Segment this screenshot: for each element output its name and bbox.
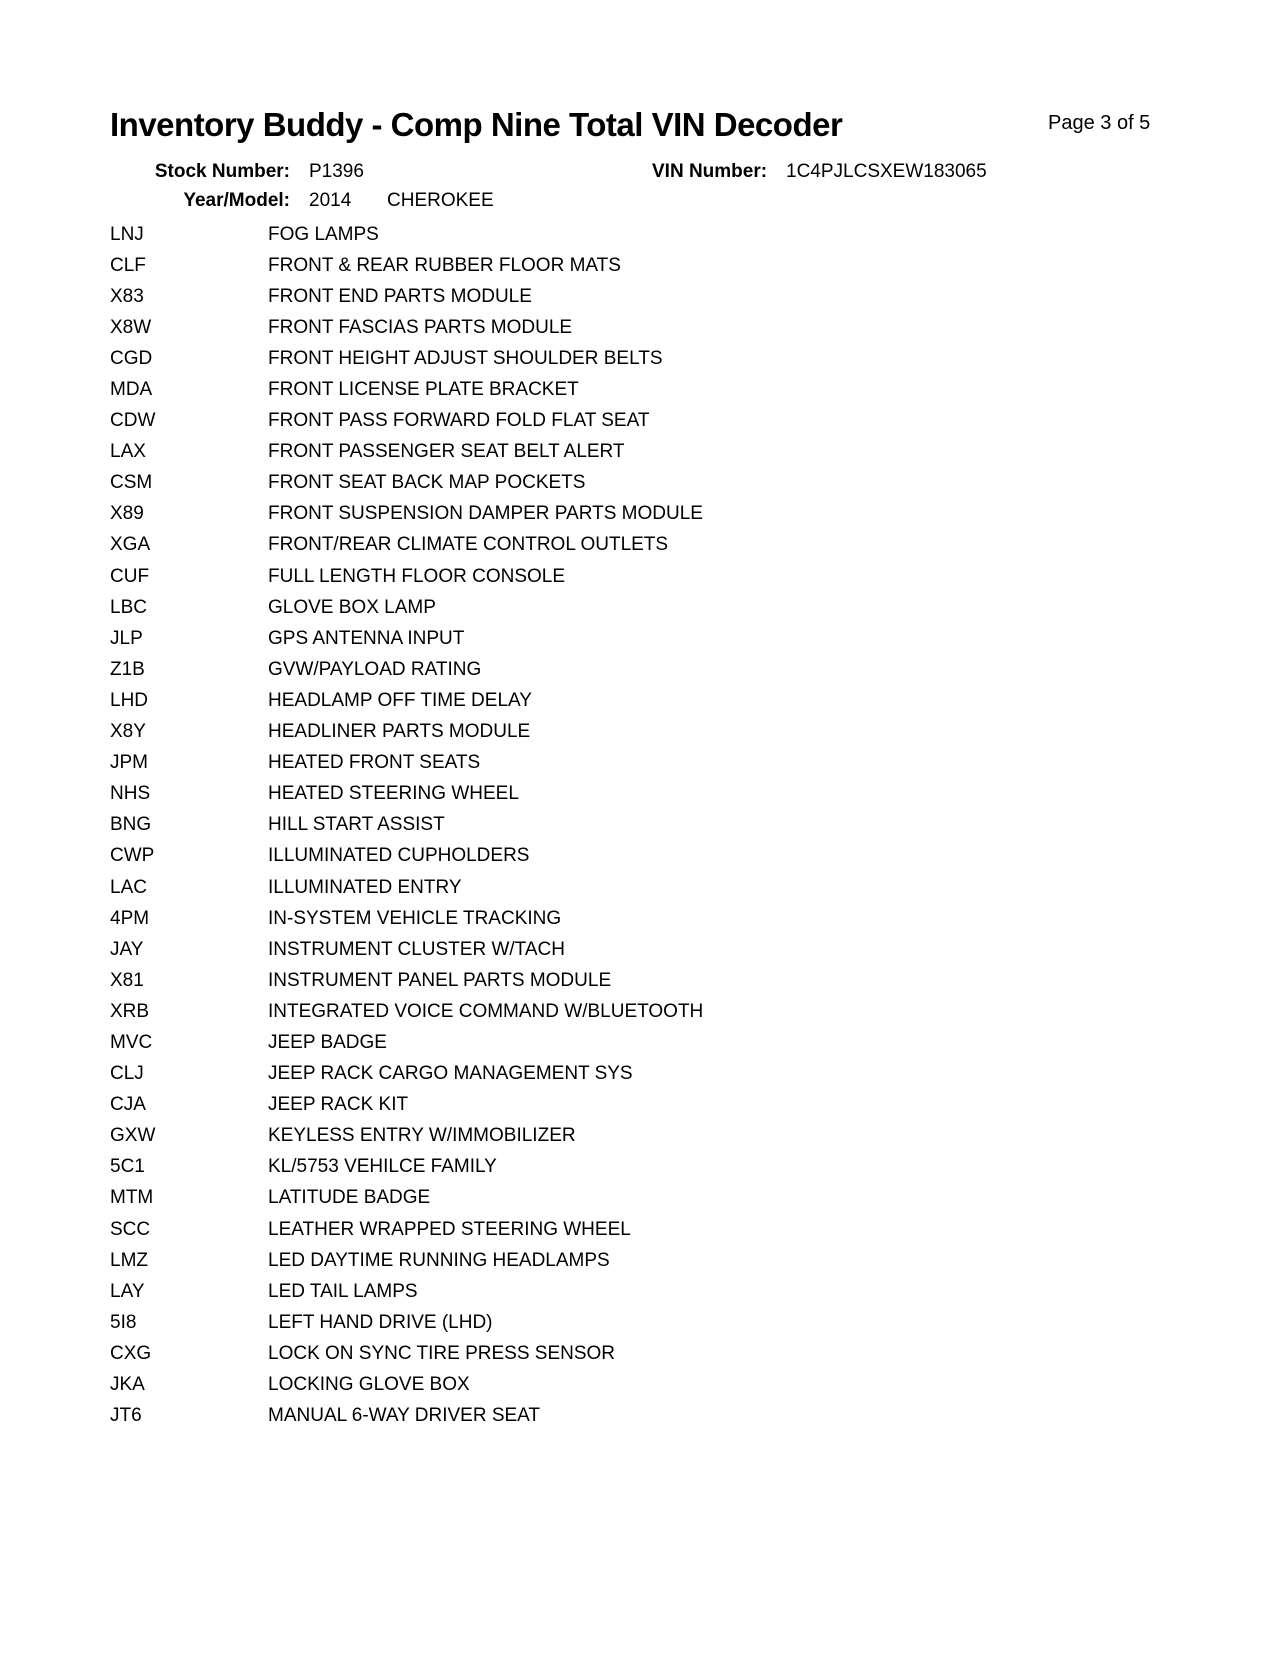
meta-row-stock-vin [0, 160, 1280, 184]
option-description: JEEP RACK CARGO MANAGEMENT SYS [268, 1063, 633, 1085]
code-row [110, 1245, 1220, 1276]
year-value: 2014 [309, 190, 352, 211]
code-row [110, 530, 1220, 561]
option-description: HILL START ASSIST [268, 814, 445, 836]
code-row [110, 499, 1220, 530]
code-row [110, 1307, 1220, 1338]
option-code: X8W [110, 316, 152, 338]
option-description: KEYLESS ENTRY W/IMMOBILIZER [268, 1125, 576, 1147]
code-row [110, 1369, 1220, 1400]
code-row [110, 872, 1220, 903]
option-code: CLJ [110, 1063, 144, 1085]
option-description: JEEP RACK KIT [268, 1094, 409, 1116]
code-row [110, 1090, 1220, 1121]
code-row [110, 1121, 1220, 1152]
option-code: LMZ [110, 1249, 148, 1271]
option-code: LAX [110, 441, 146, 463]
option-description: HEATED STEERING WHEEL [268, 783, 519, 805]
option-code: CXG [110, 1342, 152, 1364]
stock-number-label: Stock Number: [154, 161, 290, 182]
option-description: MANUAL 6-WAY DRIVER SEAT [268, 1405, 541, 1427]
vin-number-value: 1C4PJLCSXEW183065 [786, 161, 987, 182]
option-description: GLOVE BOX LAMP [268, 596, 436, 618]
vin-number-label: VIN Number: [652, 161, 768, 182]
code-row [110, 810, 1220, 841]
code-row [110, 1027, 1220, 1058]
option-code: LHD [110, 689, 149, 711]
option-description: GPS ANTENNA INPUT [268, 627, 465, 649]
option-description: FRONT LICENSE PLATE BRACKET [268, 379, 579, 401]
option-description: GVW/PAYLOAD RATING [268, 658, 482, 680]
code-row [110, 592, 1220, 623]
option-code: CDW [110, 410, 156, 432]
code-row [110, 219, 1220, 250]
code-row [110, 623, 1220, 654]
option-code: JPM [110, 752, 148, 774]
code-row [110, 468, 1220, 499]
option-code: X8Y [110, 721, 146, 743]
year-model-label: Year/Model: [183, 190, 290, 211]
option-code: 5I8 [110, 1311, 137, 1333]
option-code: CJA [110, 1094, 146, 1116]
code-row [110, 965, 1220, 996]
option-description: ILLUMINATED ENTRY [268, 876, 462, 898]
code-row [110, 250, 1220, 281]
meta-row-year-model [0, 189, 1280, 213]
option-description: FRONT HEIGHT ADJUST SHOULDER BELTS [268, 347, 663, 369]
option-description: LED TAIL LAMPS [268, 1280, 418, 1302]
option-description: ILLUMINATED CUPHOLDERS [268, 845, 530, 867]
option-code: JLP [110, 627, 143, 649]
option-code: LBC [110, 596, 147, 618]
page-number-label: Page 3 of 5 [1048, 112, 1151, 134]
option-code: SCC [110, 1218, 151, 1240]
code-row [110, 343, 1220, 374]
code-row [110, 654, 1220, 685]
option-description: HEATED FRONT SEATS [268, 752, 481, 774]
option-description: JEEP BADGE [268, 1031, 387, 1053]
option-code: LAC [110, 876, 147, 898]
code-row [110, 934, 1220, 965]
code-row [110, 903, 1220, 934]
option-description: FRONT FASCIAS PARTS MODULE [268, 316, 573, 338]
code-row [110, 779, 1220, 810]
code-row [110, 406, 1220, 437]
code-row [110, 561, 1220, 592]
option-code: MVC [110, 1031, 153, 1053]
option-code: BNG [110, 814, 152, 836]
code-row [110, 374, 1220, 405]
code-row [110, 281, 1220, 312]
option-code: JAY [110, 938, 144, 960]
option-description: FRONT END PARTS MODULE [268, 285, 532, 307]
code-row [110, 1214, 1220, 1245]
code-row [110, 1059, 1220, 1090]
option-description: INSTRUMENT CLUSTER W/TACH [268, 938, 565, 960]
option-code: CUF [110, 565, 150, 587]
code-row [110, 1401, 1220, 1432]
code-row [110, 685, 1220, 716]
option-description: INSTRUMENT PANEL PARTS MODULE [268, 969, 612, 991]
option-code: CGD [110, 347, 153, 369]
option-description: IN-SYSTEM VEHICLE TRACKING [268, 907, 562, 929]
option-code: X81 [110, 969, 144, 991]
option-code: X89 [110, 503, 144, 525]
code-row [110, 1338, 1220, 1369]
option-description: INTEGRATED VOICE COMMAND W/BLUETOOTH [268, 1000, 704, 1022]
option-description: KL/5753 VEHILCE FAMILY [268, 1156, 497, 1178]
code-row [110, 717, 1220, 748]
code-row [110, 748, 1220, 779]
page-title: Inventory Buddy - Comp Nine Total VIN Decoder [110, 106, 843, 143]
option-description: LEFT HAND DRIVE (LHD) [268, 1311, 493, 1333]
option-description: FRONT PASSENGER SEAT BELT ALERT [268, 441, 625, 463]
code-row [110, 1183, 1220, 1214]
option-description: FULL LENGTH FLOOR CONSOLE [268, 565, 566, 587]
option-description: LED DAYTIME RUNNING HEADLAMPS [268, 1249, 610, 1271]
option-description: FOG LAMPS [268, 223, 379, 245]
option-code: CSM [110, 472, 153, 494]
option-code: X83 [110, 285, 144, 307]
code-row [110, 1276, 1220, 1307]
option-code: GXW [110, 1125, 156, 1147]
option-code: Z1B [110, 658, 145, 680]
code-row [110, 437, 1220, 468]
option-description: LOCK ON SYNC TIRE PRESS SENSOR [268, 1342, 616, 1364]
option-code: JKA [110, 1374, 145, 1396]
option-description: HEADLINER PARTS MODULE [268, 721, 531, 743]
option-description: FRONT PASS FORWARD FOLD FLAT SEAT [268, 410, 650, 432]
option-description: LATITUDE BADGE [268, 1187, 431, 1209]
code-row [110, 1152, 1220, 1183]
code-row [110, 996, 1220, 1027]
codes-list [110, 219, 1220, 1432]
option-description: FRONT SEAT BACK MAP POCKETS [268, 472, 586, 494]
option-code: XRB [110, 1000, 150, 1022]
option-code: CLF [110, 254, 146, 276]
option-description: FRONT/REAR CLIMATE CONTROL OUTLETS [268, 534, 669, 556]
option-code: MDA [110, 379, 153, 401]
option-description: HEADLAMP OFF TIME DELAY [268, 689, 532, 711]
code-row [110, 312, 1220, 343]
code-row [110, 841, 1220, 872]
option-description: FRONT SUSPENSION DAMPER PARTS MODULE [268, 503, 703, 525]
option-code: CWP [110, 845, 155, 867]
option-code: 5C1 [110, 1156, 145, 1178]
option-code: LAY [110, 1280, 145, 1302]
option-code: XGA [110, 534, 151, 556]
option-code: NHS [110, 783, 151, 805]
model-value: CHEROKEE [387, 190, 494, 211]
stock-number-value: P1396 [309, 161, 364, 182]
option-code: JT6 [110, 1405, 142, 1427]
option-description: FRONT & REAR RUBBER FLOOR MATS [268, 254, 621, 276]
option-description: LOCKING GLOVE BOX [268, 1374, 470, 1396]
option-code: LNJ [110, 223, 144, 245]
option-description: LEATHER WRAPPED STEERING WHEEL [268, 1218, 631, 1240]
option-code: 4PM [110, 907, 150, 929]
option-code: MTM [110, 1187, 154, 1209]
